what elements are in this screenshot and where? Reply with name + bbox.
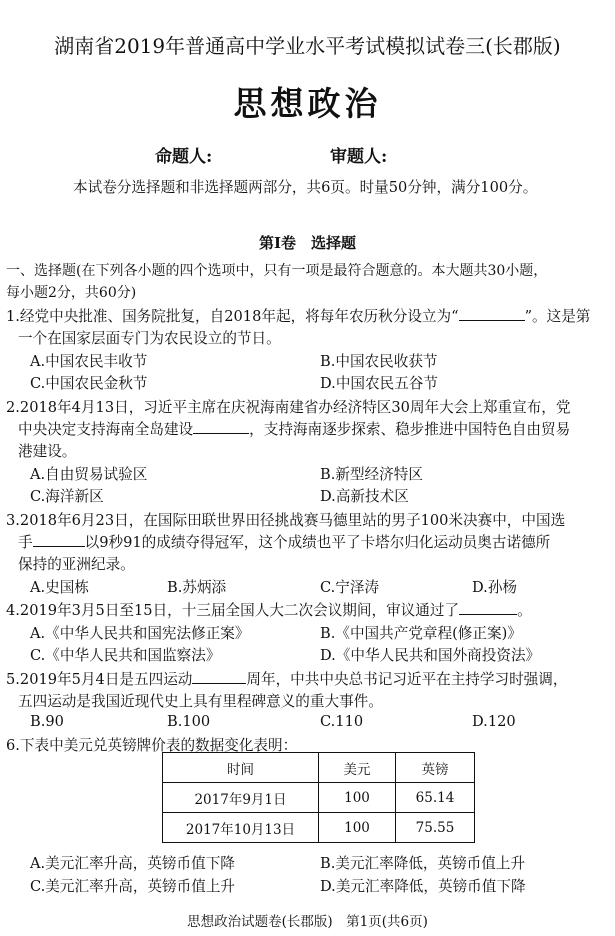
option-b: B.苏炳添 [167,579,227,596]
option-b: B.100 [167,713,211,730]
option-c: C.110 [320,713,364,730]
question-3: 3.2018年6月23日，在国际田联世界田径挑战赛马德里站的男子100米决赛中，中国选 [6,512,566,529]
table-header-cell: 美元 [319,753,396,783]
answer-blank [193,419,249,434]
question-3-cont: 手 以9秒91的成绩夺得冠军，这个成绩也平了卡塔尔归化运动员奥古诺德所 [18,534,551,551]
answer-blank [459,306,525,321]
question-5: 5.2019年5月4日是五四运动 周年，中共中央总书记习近平在主持学习时强调， [6,671,568,688]
option-c: C.美元汇率升高，英镑币值上升 [30,878,236,895]
exam-intro: 本试卷分选择题和非选择题两部分，共6页。时量50分钟，满分100分。 [73,179,538,196]
question-2-cont: 中央决定支持海南全岛建设 ，支持海南逐步探索、稳步推进中国特色自由贸易 [18,421,571,438]
table-row [163,813,475,843]
question-2: 2.2018年4月13日，习近平主席在庆祝海南建省办经济特区30周年大会上郑重宣布，党 [6,399,571,416]
option-d: D.美元汇率降低，英镑币值下降 [320,878,526,895]
subject-title: 思想政治 [233,84,382,123]
option-d: D.中国农民五谷节 [320,375,438,392]
table-header-cell: 时间 [163,753,319,783]
table-cell: 65.14 [396,783,475,813]
option-b: B.《中国共产党章程(修正案)》 [320,625,522,642]
option-d: D.120 [472,713,516,730]
option-b: B.新型经济特区 [320,466,423,483]
part-title: 第Ⅰ卷 选择题 [258,234,357,252]
section-instruction: 一、选择题(在下列各小题的四个选项中，只有一项是最符合题意的。本大题共30小题， [6,263,548,279]
option-c: C.海洋新区 [30,488,104,505]
reviewer-label: 审题人: [330,147,388,167]
table-row [163,783,475,813]
option-a: A.史国栋 [30,579,89,596]
section-instruction-cont: 每小题2分，共60分) [6,285,137,301]
option-a: A.美元汇率升高，英镑币值下降 [30,855,235,872]
question-6: 6.下表中美元兑英镑牌价表的数据变化表明： [6,737,298,754]
answer-blank [192,669,246,684]
option-c: C.中国农民金秋节 [30,375,148,392]
question-2-cont2: 港建设。 [18,443,77,460]
table-cell: 100 [319,783,396,813]
author-label: 命题人: [155,147,213,167]
page-footer: 思想政治试题卷(长郡版) 第1页(共6页) [187,914,428,930]
table-header-row [163,753,475,783]
table-cell: 100 [319,813,396,843]
option-a: A.《中华人民共和国宪法修正案》 [30,625,250,642]
option-d: D.《中华人民共和国外商投资法》 [320,647,541,664]
question-1-cont: 一个在国家层面专门为农民设立的节日。 [18,330,281,347]
question-4: 4.2019年3月5日至15日，十三届全国人大二次会议期间，审议通过了 。 [6,602,532,619]
option-a: A.自由贸易试验区 [30,466,148,483]
option-d: D.高新技术区 [320,488,409,505]
question-5-cont: 五四运动是我国近现代史上具有里程碑意义的重大事件。 [18,693,383,710]
table-cell: 2017年9月1日 [163,783,319,813]
question-3-cont2: 保持的亚洲纪录。 [18,556,135,573]
table-cell: 75.55 [396,813,475,843]
answer-blank [459,600,517,615]
table-header-cell: 英镑 [396,753,475,783]
option-c: C.宁泽涛 [320,579,380,596]
option-b: B.中国农民收获节 [320,353,438,370]
exam-title: 湖南省2019年普通高中学业水平考试模拟试卷三(长郡版) [54,34,561,58]
option-a: B.90 [30,713,64,730]
option-b: B.美元汇率降低，英镑币值上升 [320,855,526,872]
option-d: D.孙杨 [472,579,518,596]
option-c: C.《中华人民共和国监察法》 [30,647,221,664]
answer-blank [33,532,85,547]
exchange-rate-table [162,752,475,843]
question-1: 1.经党中央批准、国务院批复，自2018年起，将每年农历秋分设立为“ ”。这是第 [6,308,591,325]
option-a: A.中国农民丰收节 [30,353,148,370]
table-cell: 2017年10月13日 [163,813,319,843]
